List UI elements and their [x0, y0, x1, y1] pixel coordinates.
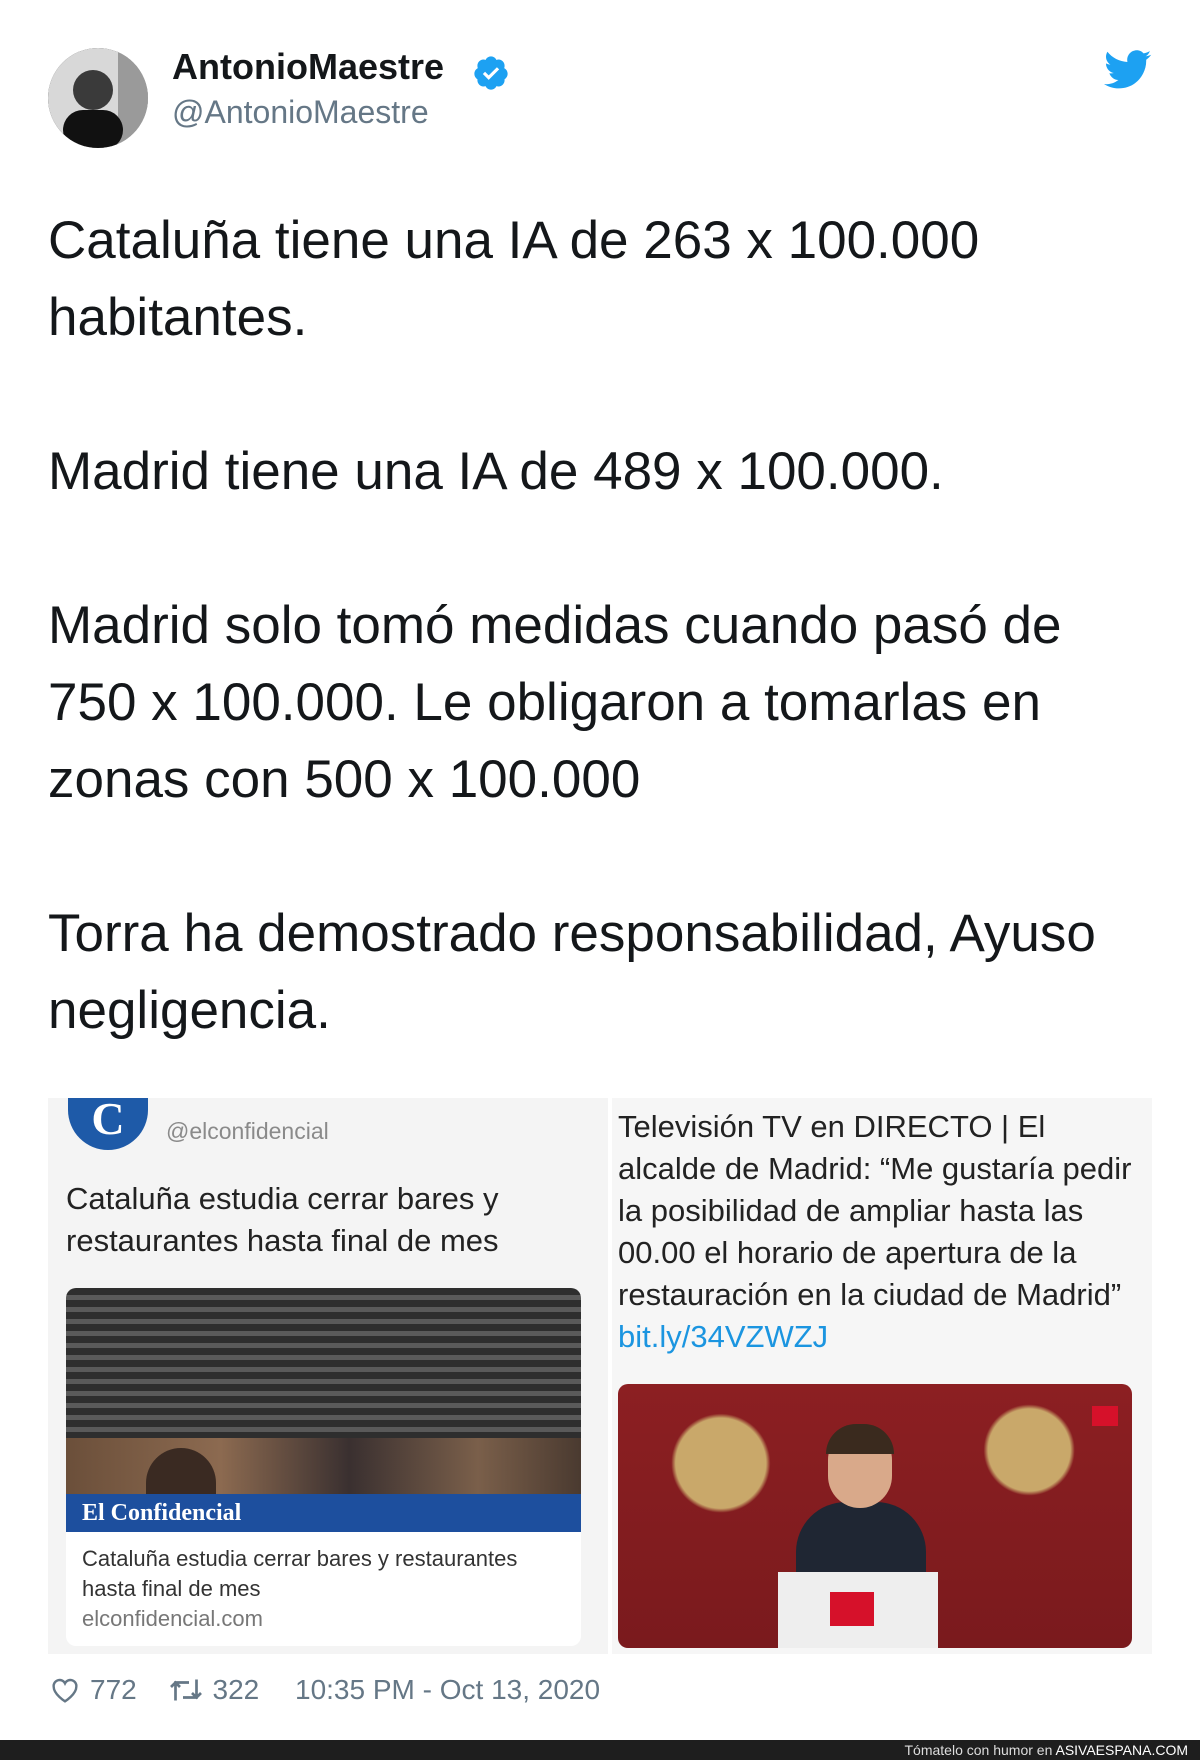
embedded-tweet-text: [618, 1106, 1138, 1358]
cropped-account-name: [166, 1098, 173, 1112]
handle[interactable]: @AntonioMaestre: [172, 94, 429, 130]
media-image-elconfidencial[interactable]: [48, 1098, 608, 1654]
retweet-count[interactable]: 322: [212, 1673, 260, 1705]
tweet-text: [48, 202, 1158, 1049]
watermark-site[interactable]: ASIVAESPANA.COM: [1055, 1742, 1188, 1758]
elconfidencial-logo: C: [68, 1098, 148, 1150]
watermark-text: [905, 1741, 1189, 1759]
avatar[interactable]: [48, 48, 148, 148]
embedded-link-card: [66, 1288, 581, 1646]
madrid-flag-icon: [1092, 1406, 1118, 1426]
tweet-metrics: [48, 1672, 600, 1712]
watermark-prefix: Tómatelo con humor en: [904, 1742, 1053, 1758]
tweet-paragraph: Madrid tiene una IA de 489 x 100.000.: [48, 442, 944, 501]
embedded-headline: Cataluña estudia cerrar bares y restaurantes hasta final de mes: [66, 1181, 499, 1258]
madrid-flag-icon: [830, 1592, 874, 1626]
heart-icon[interactable]: [48, 1674, 82, 1706]
like-count[interactable]: 772: [90, 1673, 137, 1705]
media-image-television[interactable]: [612, 1098, 1152, 1654]
display-name[interactable]: AntonioMaestre: [172, 46, 445, 87]
verified-badge-icon: [472, 54, 510, 92]
card-domain: elconfidencial.com: [82, 1606, 263, 1631]
retweet-icon[interactable]: [167, 1675, 205, 1705]
embedded-text: Televisión TV en DIRECTO | El alcalde de Madrid: “Me gustaría pedir la posibilidad de ampliar hasta las 00.00 el horario de apertura de la restauración en la ciudad de Madrid”: [618, 1109, 1132, 1312]
twitter-bird-icon[interactable]: [1104, 50, 1152, 90]
tweet-paragraph: Cataluña tiene una IA de 263 x 100.000 habitantes.: [48, 211, 980, 347]
tweet-paragraph: Madrid solo tomó medidas cuando pasó de 750 x 100.000. Le obligaron a tomarlas en zonas con 500 x 100.000: [48, 596, 1062, 809]
card-title: Cataluña estudia cerrar bares y restaurantes hasta final de mes: [82, 1546, 518, 1601]
timestamp[interactable]: 10:35 PM - Oct 13, 2020: [295, 1673, 601, 1705]
card-banner: El Confidencial: [66, 1494, 581, 1532]
embedded-handle: @elconfidencial: [166, 1118, 329, 1144]
embedded-link[interactable]: bit.ly/34VZWZJ: [618, 1319, 829, 1354]
speaker-photo: [618, 1384, 1132, 1648]
card-photo: [66, 1288, 581, 1438]
tweet-paragraph: Torra ha demostrado responsabilidad, Ayuso negligencia.: [48, 904, 1096, 1040]
podium: [778, 1572, 938, 1648]
